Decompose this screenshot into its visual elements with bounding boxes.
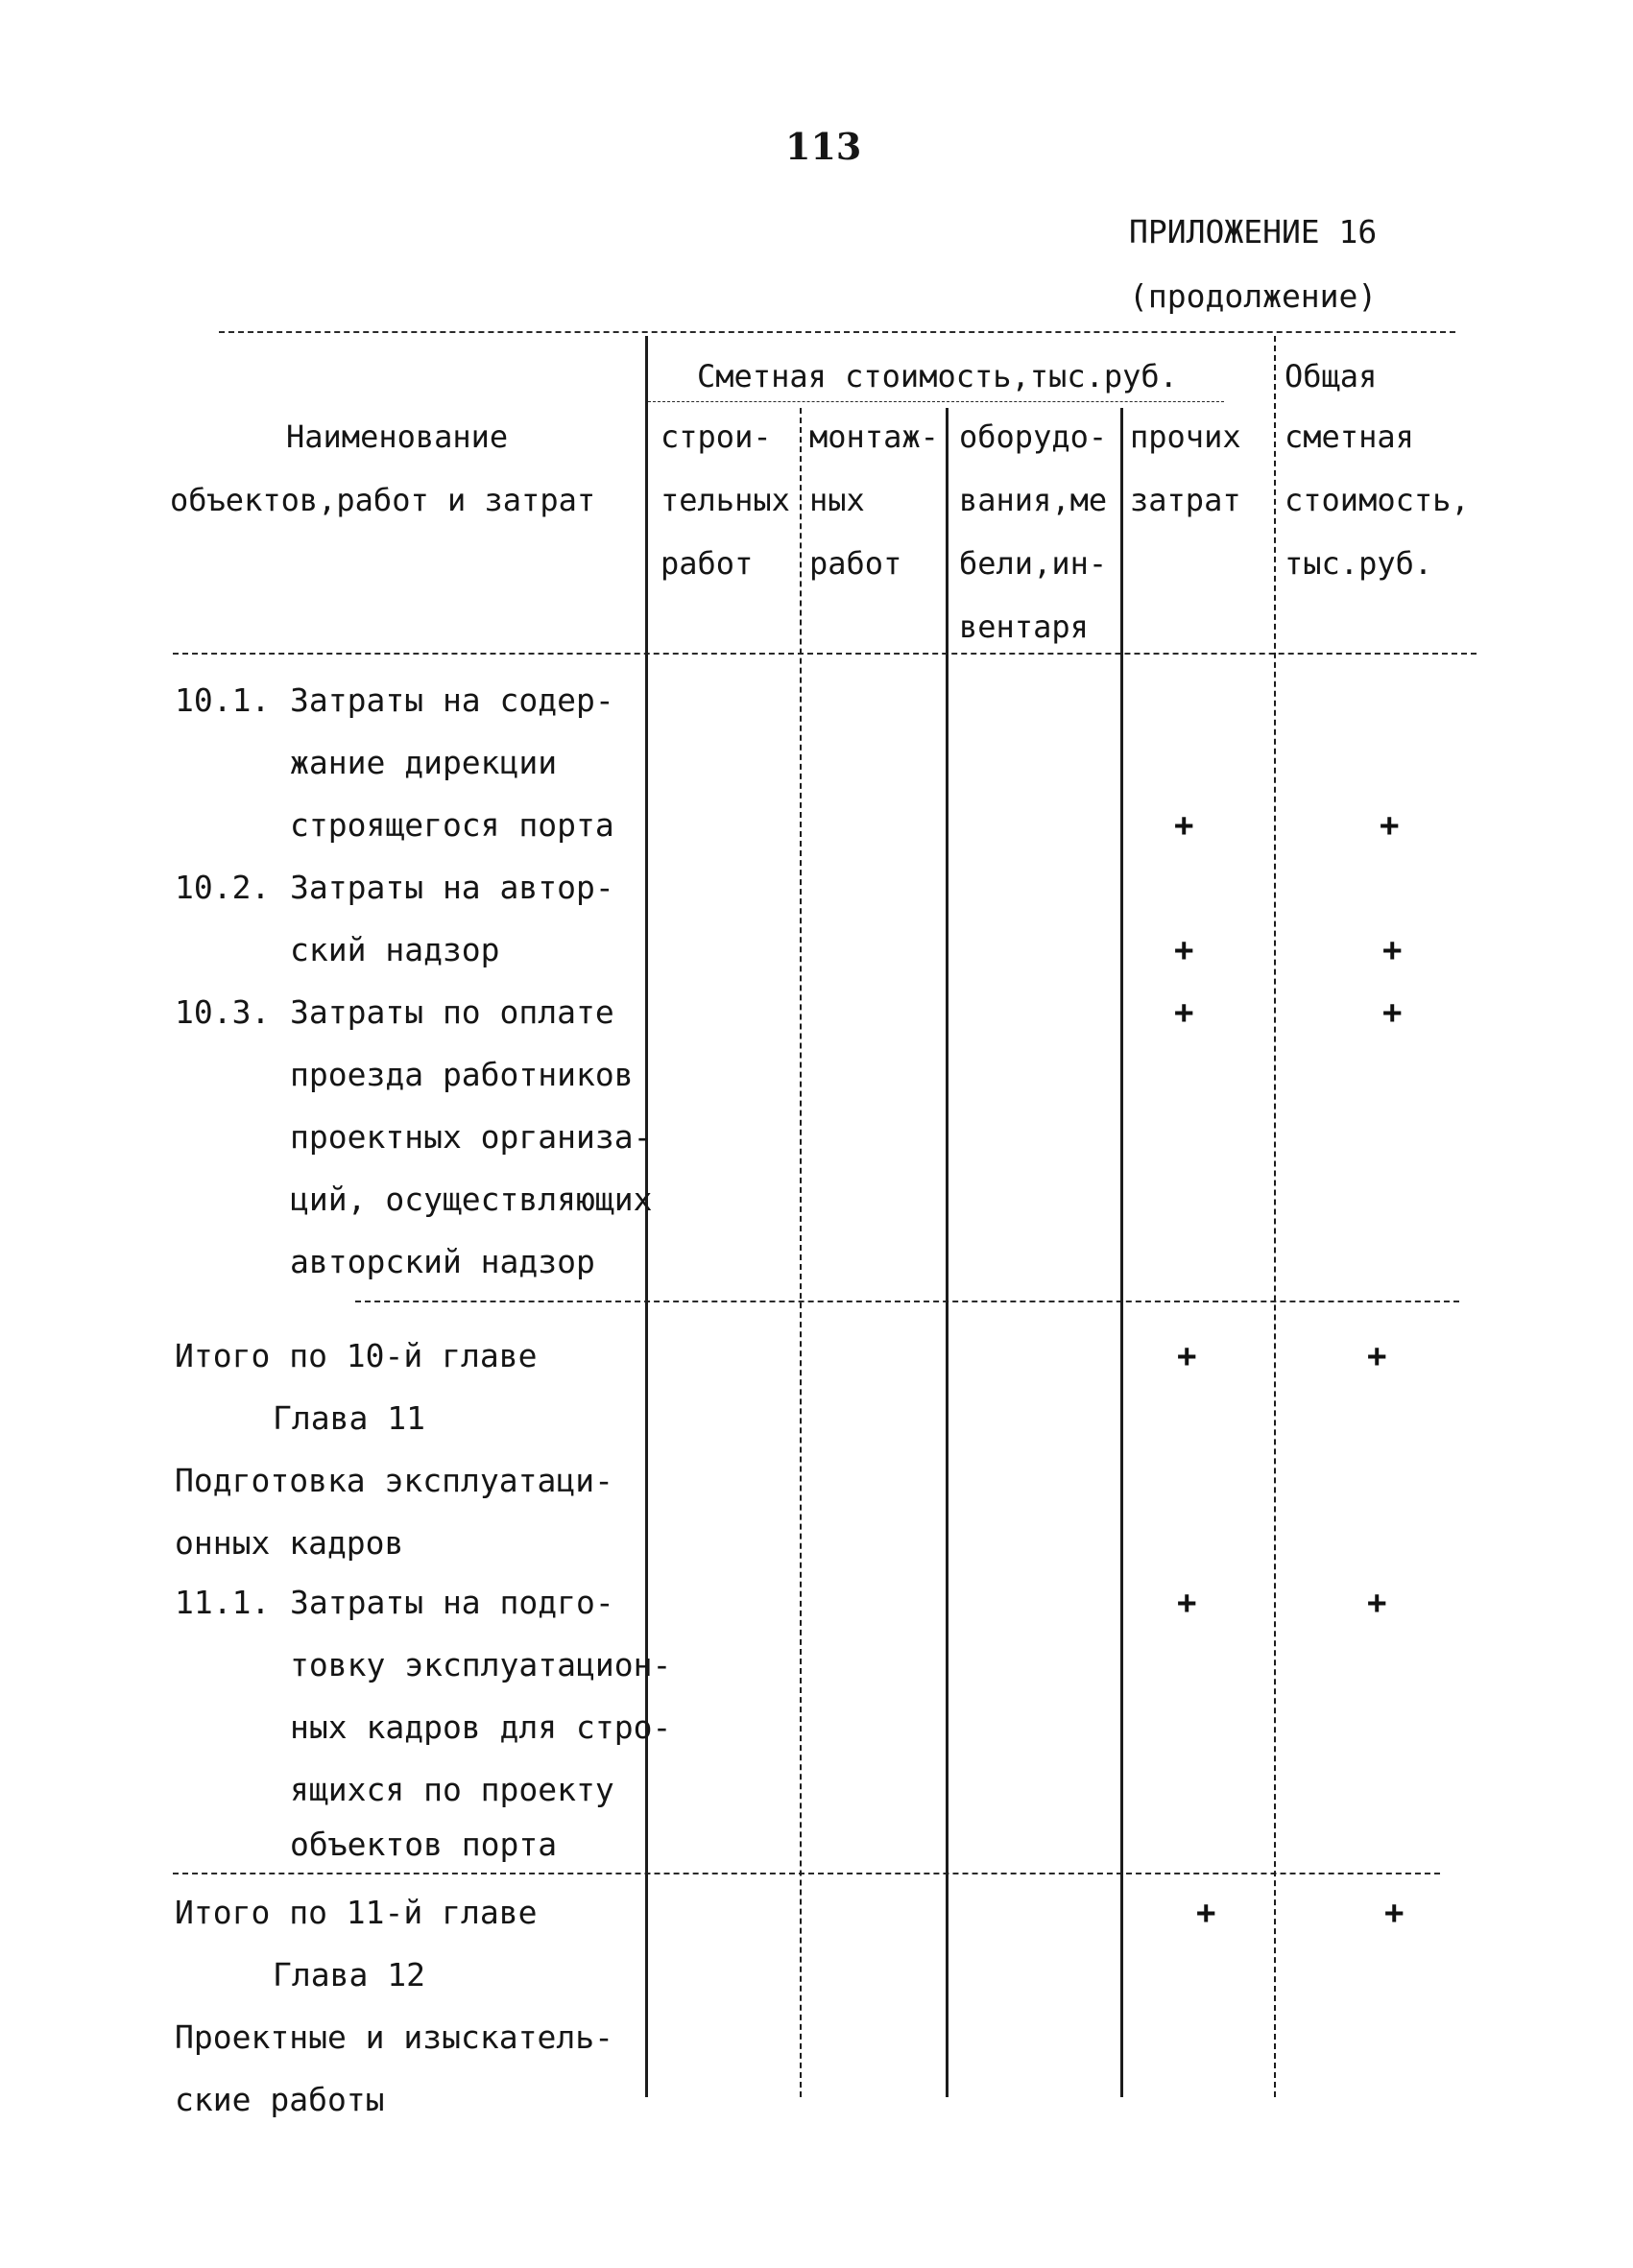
header-total: Общая	[1285, 358, 1378, 394]
row-text-line: Затраты по оплате	[290, 993, 614, 1031]
header-name-line: Наименование	[286, 418, 509, 455]
total-cost-mark: +	[1380, 806, 1400, 845]
row-text-line: ский надзор	[290, 931, 500, 968]
chapter-heading: Глава 11	[273, 1399, 425, 1437]
other-costs-mark: +	[1174, 931, 1194, 969]
header-cost-group: Сметная стоимость,тыс.руб.	[697, 358, 1178, 394]
header-equipment: оборудо-	[959, 418, 1108, 455]
header-other: затрат	[1130, 482, 1241, 518]
row-text-line: объектов порта	[290, 1826, 558, 1863]
row-text-line: Затраты на автор-	[290, 869, 614, 906]
row-text-line: Затраты на содер-	[290, 681, 614, 719]
row-text-line: ций, осуществляющих	[290, 1181, 653, 1218]
row-number: 10.1.	[175, 681, 271, 719]
column-rule-construction	[800, 408, 802, 2097]
row-number: 10.3.	[175, 993, 271, 1031]
header-name-line: объектов,работ и затрат	[170, 482, 596, 518]
section-11-rule	[173, 1873, 1440, 1874]
row-text-line: ных кадров для стро-	[290, 1708, 672, 1746]
total-cost-mark: +	[1367, 1584, 1387, 1622]
total-cost-mark: +	[1384, 1894, 1405, 1932]
chapter-title-line: ские работы	[175, 2081, 385, 2118]
header-installation: работ	[809, 545, 902, 582]
total-cost-mark: +	[1382, 931, 1403, 969]
row-number: 11.1.	[175, 1584, 271, 1621]
appendix-subtitle: (продолжение)	[1129, 277, 1378, 315]
row-text-line: жание дирекции	[290, 744, 558, 781]
header-bottom-rule	[173, 653, 1477, 655]
chapter-title-line: онных кадров	[175, 1524, 404, 1562]
row-text-line: Затраты на подго-	[290, 1584, 614, 1621]
header-installation: монтаж-	[809, 418, 939, 455]
column-rule-other	[1274, 336, 1276, 2097]
chapter-heading: Глава 12	[273, 1956, 425, 1993]
chapter-title-line: Проектные и изыскатель-	[175, 2018, 613, 2056]
column-rule-equipment	[1120, 408, 1123, 2097]
row-text-line: ящихся по проекту	[290, 1771, 614, 1808]
other-costs-mark: +	[1174, 993, 1194, 1032]
total-cost-mark: +	[1382, 993, 1403, 1032]
header-installation: ных	[809, 482, 865, 518]
header-equipment: вентаря	[959, 609, 1089, 645]
column-rule-installation	[946, 408, 949, 2097]
page-number: 113	[785, 125, 862, 168]
row-text-line: строящегося порта	[290, 806, 614, 844]
other-costs-mark: +	[1177, 1337, 1197, 1375]
row-text-line: товку эксплуатацион-	[290, 1646, 672, 1683]
header-total: стоимость,	[1285, 482, 1470, 518]
total-cost-mark: +	[1367, 1337, 1387, 1375]
other-costs-mark: +	[1196, 1894, 1216, 1932]
row-text-line: авторский надзор	[290, 1243, 595, 1280]
header-construction: строи-	[660, 418, 772, 455]
header-other: прочих	[1130, 418, 1241, 455]
header-construction: работ	[660, 545, 754, 582]
header-equipment: вания,ме	[959, 482, 1108, 518]
row-text-line: проезда работников	[290, 1056, 634, 1093]
row-text-line: проектных организа-	[290, 1118, 653, 1156]
row-number: 10.2.	[175, 869, 271, 906]
cost-group-rule	[648, 401, 1224, 402]
header-construction: тельных	[660, 482, 790, 518]
section-10-rule	[355, 1301, 1459, 1302]
table-top-rule	[219, 331, 1455, 333]
other-costs-mark: +	[1177, 1584, 1197, 1622]
header-total: сметная	[1285, 418, 1414, 455]
appendix-title: ПРИЛОЖЕНИЕ 16	[1129, 213, 1378, 251]
chapter-title-line: Подготовка эксплуатаци-	[175, 1462, 613, 1499]
total-label: Итого по 10-й главе	[175, 1337, 538, 1374]
header-equipment: бели,ин-	[959, 545, 1108, 582]
header-total: тыс.руб.	[1285, 545, 1433, 582]
other-costs-mark: +	[1174, 806, 1194, 845]
total-label: Итого по 11-й главе	[175, 1894, 538, 1931]
